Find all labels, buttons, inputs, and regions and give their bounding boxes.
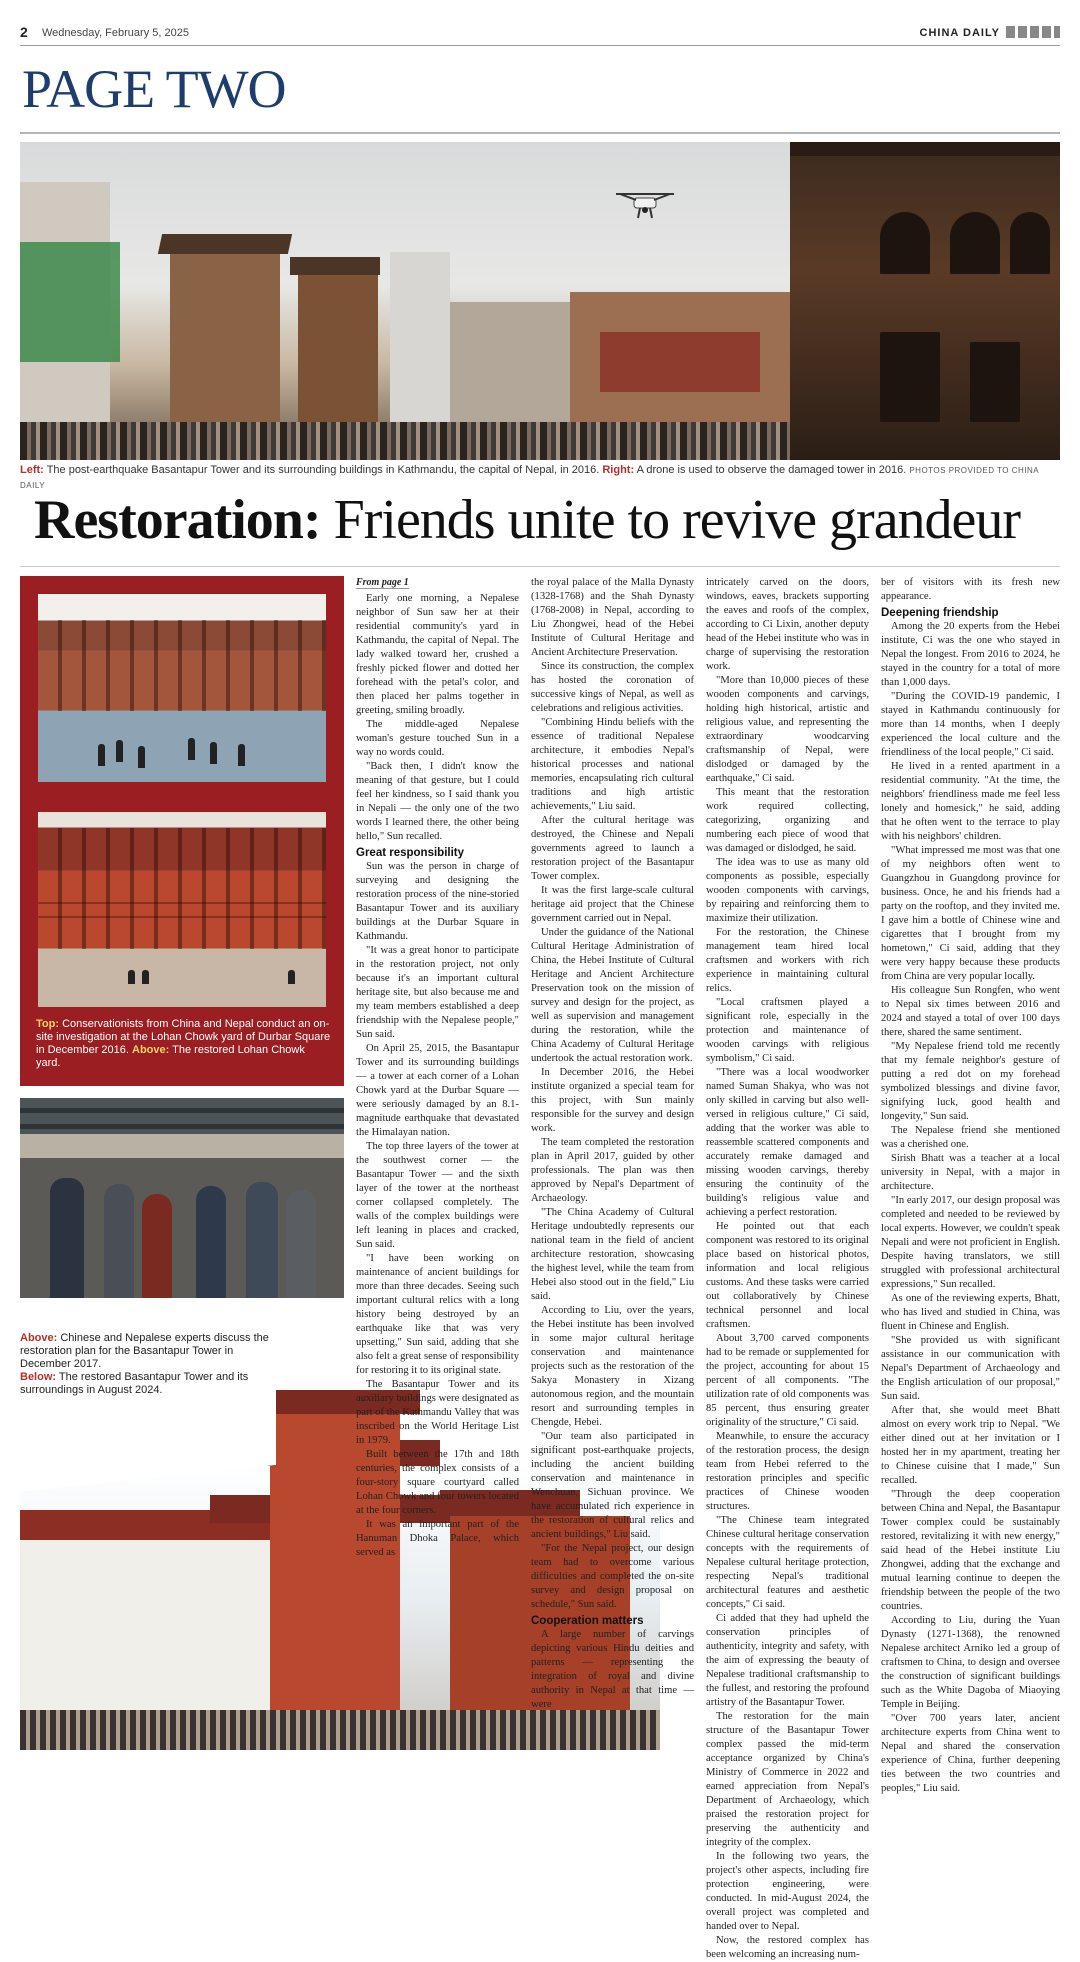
paragraph: For the restoration, the Chinese management team hired local craftsmen and workers with rich experience in maintaining cultural relics. — [706, 927, 869, 994]
photo-lohan-chowk-2016 — [38, 594, 326, 782]
photo-lohan-chowk-restored — [38, 812, 326, 1007]
page-topbar — [20, 24, 1060, 46]
col1-paragraphs — [356, 592, 519, 844]
paragraph: Early one morning, a Nepalese neighbor of Sun saw her at their residential community's yard in Kathmandu, the capital of Nepal. The lady walked toward her, crushed a freshly picked flower and dotted her forehead with the petal's color, and then placed her palms together in greeting, smiling broadly. — [356, 593, 519, 716]
caption-label-above: Above: — [132, 1044, 170, 1056]
headline-rest: Friends unite to revive grandeur — [333, 489, 1021, 551]
paragraph: The Basantapur Tower and its auxiliary buildings were designated as part of the Kathmandu Valley that was inscribed on the World Heritage List in 1979. — [356, 1379, 519, 1446]
caption-text-above: The restored Lohan Chowk yard. — [36, 1044, 305, 1069]
article-column-2 — [531, 576, 694, 1710]
paragraph: "Through the deep cooperation between China and Nepal, the Basantapur Tower complex could be sustainably restored, revitalizing it with new energy," said head of the Hebei institute Liu Zhongwei, adding that the exchange and mutual learning continue to deepen the friendship between the people of the two countries. — [881, 1489, 1060, 1612]
paragraph: "Combining Hindu beliefs with the essence of traditional Nepalese architecture, it embodies Nepal's historical processes and national memories, encapsulating rich cultural traditions and high artistic achievements," Liu said. — [531, 717, 694, 812]
paragraph: "It was a great honor to participate in the restoration project, not only because it's an important cultural heritage site, but also because me and my team members established a deep friendship with the Nepalese people," Sun said. — [356, 945, 519, 1040]
paragraph: "She provided us with significant assistance in our communication with Nepal's Department of Archaeology and the English articulation of our proposal," Sun said. — [881, 1335, 1060, 1402]
article-headline — [34, 488, 1064, 568]
paragraph: The idea was to use as many old components as possible, especially wooden components with carvings, by repairing and reinforcing them to maximize their utilization. — [706, 857, 869, 924]
paragraph: In December 2016, the Hebei institute organized a special team for this project, with Sun mainly responsible for the survey and design work. — [531, 1067, 694, 1134]
paragraph: "My Nepalese friend told me recently that my female neighbor's gesture of putting a red dot on my forehead symbolized blessings and divine favor, signifying luck, good health and longevity," Sun said. — [881, 1041, 1060, 1122]
paragraph: A large number of carvings depicting various Hindu deities and patterns — representing the integration of royal and divine authority in Nepal at that time — were — [531, 1629, 694, 1710]
page-number: 2 — [20, 24, 28, 40]
paragraph: ber of visitors with its fresh new appearance. — [881, 577, 1060, 602]
lower-photo-caption — [20, 1332, 270, 1397]
paragraph: "The China Academy of Cultural Heritage undoubtedly represents our national team in the field of ancient architecture restoration, showcasing the highest level, while the team from Hebei also stood out in the field," Liu said. — [531, 1207, 694, 1302]
paragraph: He lived in a rented apartment in a residential community. "At the time, the neighbors' friendliness made me feel less lonely and homesick," he said, adding that he often went to the terrace to play with his neighbors' children. — [881, 761, 1060, 842]
caption-text-below: The restored Basantapur Tower and its surroundings in August 2024. — [20, 1371, 249, 1396]
article-column-4 — [881, 576, 1060, 1794]
paragraph: He pointed out that each component was restored to its original place based on historical photos, information and local religious customs. And these tasks were carried out collaboratively by Chinese technical personnel and local craftsmen. — [706, 1221, 869, 1330]
paragraph: Since its construction, the complex has hosted the coronation of successive kings of Nepal, as well as celebrations and religious activities. — [531, 661, 694, 714]
headline-lead: Restoration: — [34, 489, 321, 551]
article-column-1 — [356, 576, 519, 1558]
paragraph: "More than 10,000 pieces of these wooden components and carvings, holding high historical, artistic and religious value, and representing the extraordinary woodcarving craftsmanship of Nepal, were dislodged or damaged by the earthquake," Ci said. — [706, 675, 869, 784]
paragraph: Sirish Bhatt was a teacher at a local university in Nepal, with a major in architecture. — [881, 1153, 1060, 1192]
paragraph: "During the COVID-19 pandemic, I stayed in Kathmandu continuously for more than 14 months, when I deeply experienced the local culture and the friendliness of the local people," Ci said. — [881, 691, 1060, 758]
subhead-deepening-friendship: Deepening friendship — [881, 607, 999, 619]
paragraph: "I have been working on maintenance of ancient buildings for more than three decades. Seeing such important cultural relics with a long history being destroyed by an earthquake like that was very upsetting," Sun said, adding that she also felt a great sense of responsibility for restoring it to its original state. — [356, 1253, 519, 1376]
paragraph: The restoration for the main structure of the Basantapur Tower complex passed the mid-term acceptance organized by China's Ministry of Commerce in 2022 and earned appreciation from Nepal's Department of Archaeology, which praised the restoration project for preserving the authenticity and integrity of the complex. — [706, 1711, 869, 1848]
paragraph: Now, the restored complex has been welcoming an increasing num- — [706, 1935, 869, 1960]
photo-kathmandu-tower-2016 — [20, 142, 790, 460]
paragraph: Built between the 17th and 18th centuries, the complex consists of a four-story square courtyard called Lohan Chowk and four towers located at the four corners. — [356, 1449, 519, 1516]
caption-text-right: A drone is used to observe the damaged tower in 2016. — [636, 464, 907, 476]
paragraph: "Back then, I didn't know the meaning of that gesture, but I could feel her kindness, so I said thank you in Nepali — the only one of the two words I learned there, the other being hello," Sun recalled. — [356, 761, 519, 842]
paragraph: "Over 700 years later, ancient architecture experts from China went to Nepal and shared the conservation experience of China, further deepening ties between the two countries and peoples," Liu said. — [881, 1713, 1060, 1794]
paragraph: As one of the reviewing experts, Bhatt, who has lived and studied in China, was fluent in Chinese and English. — [881, 1293, 1060, 1332]
caption-label-left: Left: — [20, 464, 44, 476]
photo-box-lohan-chowk — [20, 576, 344, 1086]
photo-credit: PHOTOS PROVIDED TO CHINA DAILY — [20, 466, 1039, 490]
paragraph: The Nepalese friend she mentioned was a cherished one. — [881, 1125, 1060, 1150]
paragraph: His colleague Sun Rongfen, who went to Nepal six times between 2016 and 2024 and stayed a total of over 100 days there, shared the same sentiment. — [881, 985, 1060, 1038]
paragraph: This meant that the restoration work required collecting, categorizing, organizing and numbering each piece of wood that was damaged or dislodged, he said. — [706, 787, 869, 854]
brand-logo-icon — [1006, 26, 1060, 38]
paragraph: "Our team also participated in significant post-earthquake projects, including the ancient building conservation and maintenance in Wenchuan, Sichuan province. We have accumulated rich experience in the restoration of cultural relics and ancient buildings," Liu said. — [531, 1431, 694, 1540]
hero-photo — [20, 142, 1060, 460]
photo-box-caption — [36, 1018, 332, 1070]
brand-name: CHINA DAILY — [919, 27, 1000, 39]
caption-text-above: Chinese and Nepalese experts discuss the restoration plan for the Basantapur Tower in December 2017. — [20, 1332, 269, 1370]
paragraph: The middle-aged Nepalese woman's gesture touched Sun in a way no words could. — [356, 719, 519, 758]
issue-date: Wednesday, February 5, 2025 — [42, 27, 189, 39]
divider — [20, 132, 1060, 134]
paragraph: According to Liu, during the Yuan Dynasty (1271-1368), the renowned Nepalese architect Arniko led a group of craftsmen to China, to design and oversee the construction of significant buildings such as the White Dagoba of Miaoying Temple in Beijing. — [881, 1615, 1060, 1710]
paragraph: It was an important part of the Hanuman Dhoka Palace, which served as — [356, 1519, 519, 1558]
paragraph: intricately carved on the doors, windows, eaves, brackets supporting the eaves and roofs of the complex, according to Ci Lixin, another deputy head of the Hebei institute who was in charge of supervising the restoration work. — [706, 577, 869, 672]
paragraph: Meanwhile, to ensure the accuracy of the restoration process, the design team from Hebei referred to the restoration principles and specific practices of Chinese wooden structures. — [706, 1431, 869, 1512]
subhead-great-responsibility: Great responsibility — [356, 847, 465, 859]
paragraph: "In early 2017, our design proposal was completed and needed to be reviewed by local experts. However, we couldn't speak Nepali and were not proficient in English. Despite having translators, we still struggled with professional architectural expressions," Sun recalled. — [881, 1195, 1060, 1290]
paragraph: In the following two years, the project's other aspects, including fire protection engineering, were conducted. In mid-August 2024, the overall project was completed and handed over to Nepal. — [706, 1851, 869, 1932]
section-title: PAGE TWO — [22, 59, 286, 119]
photo-damaged-tower-drone — [790, 142, 1060, 460]
paragraph: The top three layers of the tower at the southwest corner — the Basantapur Tower — and the sixth layer of the tower at the northeast corner collapsed completely. The walls of the complex buildings were left leaning in places and cracked, Sun said. — [356, 1141, 519, 1250]
caption-label-above: Above: — [20, 1332, 58, 1344]
paragraph: On April 25, 2015, the Basantapur Tower and its surrounding buildings — a tower at each corner of a Lohan Chowk yard at the Durbar Square — were seriously damaged by an 8.1-magnitude earthquake that devastated the Himalayan nation. — [356, 1043, 519, 1138]
photo-experts-discussion — [20, 1098, 344, 1298]
paragraph: Sun was the person in charge of surveying and designing the restoration process of the nine-storied Basantapur Tower and its auxiliary buildings at the Durbar Square in Kathmandu. — [356, 861, 519, 942]
subhead-cooperation-matters: Cooperation matters — [531, 1615, 644, 1627]
paragraph: the royal palace of the Malla Dynasty (1328-1768) and the Shah Dynasty (1768-2008) in Nepal, according to Liu Zhongwei, head of the Hebei Institute of Cultural Heritage and Ancient Architecture Preservation. — [531, 577, 694, 658]
caption-text-left: The post-earthquake Basantapur Tower and its surrounding buildings in Kathmandu, the capital of Nepal, in 2016. — [46, 464, 600, 476]
article-column-3 — [706, 576, 869, 1960]
jump-from-label: From page 1 — [356, 577, 409, 588]
paragraph: "For the Nepal project, our design team had to overcome various difficulties and completed the on-site survey and design proposal on schedule," Sun said. — [531, 1543, 694, 1610]
caption-label-right: Right: — [602, 464, 635, 476]
crowd — [20, 422, 790, 460]
paragraph: After that, she would meet Bhatt almost on every work trip to Nepal. "We either dined out at her invitation or I hosted her in my apartment, treating her to Chinese cuisine that I made," Sun recalled. — [881, 1405, 1060, 1486]
paragraph: Under the guidance of the National Cultural Heritage Administration of China, the Hebei Institute of Cultural Heritage and Ancient Architecture Preservation took on the mission of survey and design for the project, as well as supervision and management during the restoration, while the China Academy of Cultural Heritage undertook the actual restoration work. — [531, 927, 694, 1064]
drone-icon — [610, 186, 680, 220]
paragraph: "There was a local woodworker named Suman Shakya, who was not only skilled in carving but also well-versed in religious culture," Ci said, adding that the worker was able to reassemble scattered components and accurately remake damaged and missing wooden carvings, thereby ensuring the continuity of the building's religious value and achieving a perfect restoration. — [706, 1067, 869, 1218]
paragraph: About 3,700 carved components had to be remade or supplemented for the project, accounting for about 15 percent of all components. "The utilization rate of old components was 85 percent, thus ensuring greater originality of the structure," Ci said. — [706, 1333, 869, 1428]
paragraph: It was the first large-scale cultural heritage aid project that the Chinese government carried out in Nepal. — [531, 885, 694, 924]
paragraph: "What impressed me most was that one of my neighbors often went to Guangzhou in Guangdong province for business. Once, he and his friends had a party on the rooftop, and they invited me. I gave him a bottle of Chinese wine and cigarettes that I brought from my hometown," Ci said, adding that they were very happy because these products from China are very popular locally. — [881, 845, 1060, 982]
paragraph: The team completed the restoration plan in April 2017, guided by other professionals. The plan was then approved by Nepal's Department of Archaeology. — [531, 1137, 694, 1204]
col1b-paragraphs — [356, 860, 519, 1560]
paragraph: "Local craftsmen played a significant role, especially in the protection and maintenance of wooden carvings with religious symbolism," Ci said. — [706, 997, 869, 1064]
caption-label-top: Top: — [36, 1018, 60, 1030]
paragraph: After the cultural heritage was destroyed, the Chinese and Nepali governments agreed to launch a restoration project of the Basantapur Tower complex. — [531, 815, 694, 882]
caption-text-top: Conservationists from China and Nepal conduct an on-site investigation at the Lohan Chowk yard of Durbar Square in December 2016. — [36, 1018, 331, 1056]
paragraph: Among the 20 experts from the Hebei institute, Ci was the one who stayed in Nepal the longest. From 2016 to 2024, he stayed in the country for a total of more than 1,000 days. — [881, 621, 1060, 688]
paragraph: "The Chinese team integrated Chinese cultural heritage conservation concepts with the requirements of Nepalese cultural heritage protection, respecting Nepal's traditional architectural features and aesthetic concepts," Ci said. — [706, 1515, 869, 1610]
caption-label-below: Below: — [20, 1371, 57, 1383]
paragraph: Ci added that they had upheld the conservation principles of authenticity, integrity and safety, with the aim of expressing the beauty of Nepalese traditional craftsmanship to the fullest, and restoring the profound artistry of the Basantapur Tower. — [706, 1613, 869, 1708]
divider — [20, 566, 1060, 567]
paragraph: According to Liu, over the years, the Hebei institute has been involved in some major cultural heritage conservation and maintenance projects such as the restoration of the Sakya Monastery in Xizang autonomous region, and the mountain resort and surrounding temples in Chengde, Hebei. — [531, 1305, 694, 1428]
